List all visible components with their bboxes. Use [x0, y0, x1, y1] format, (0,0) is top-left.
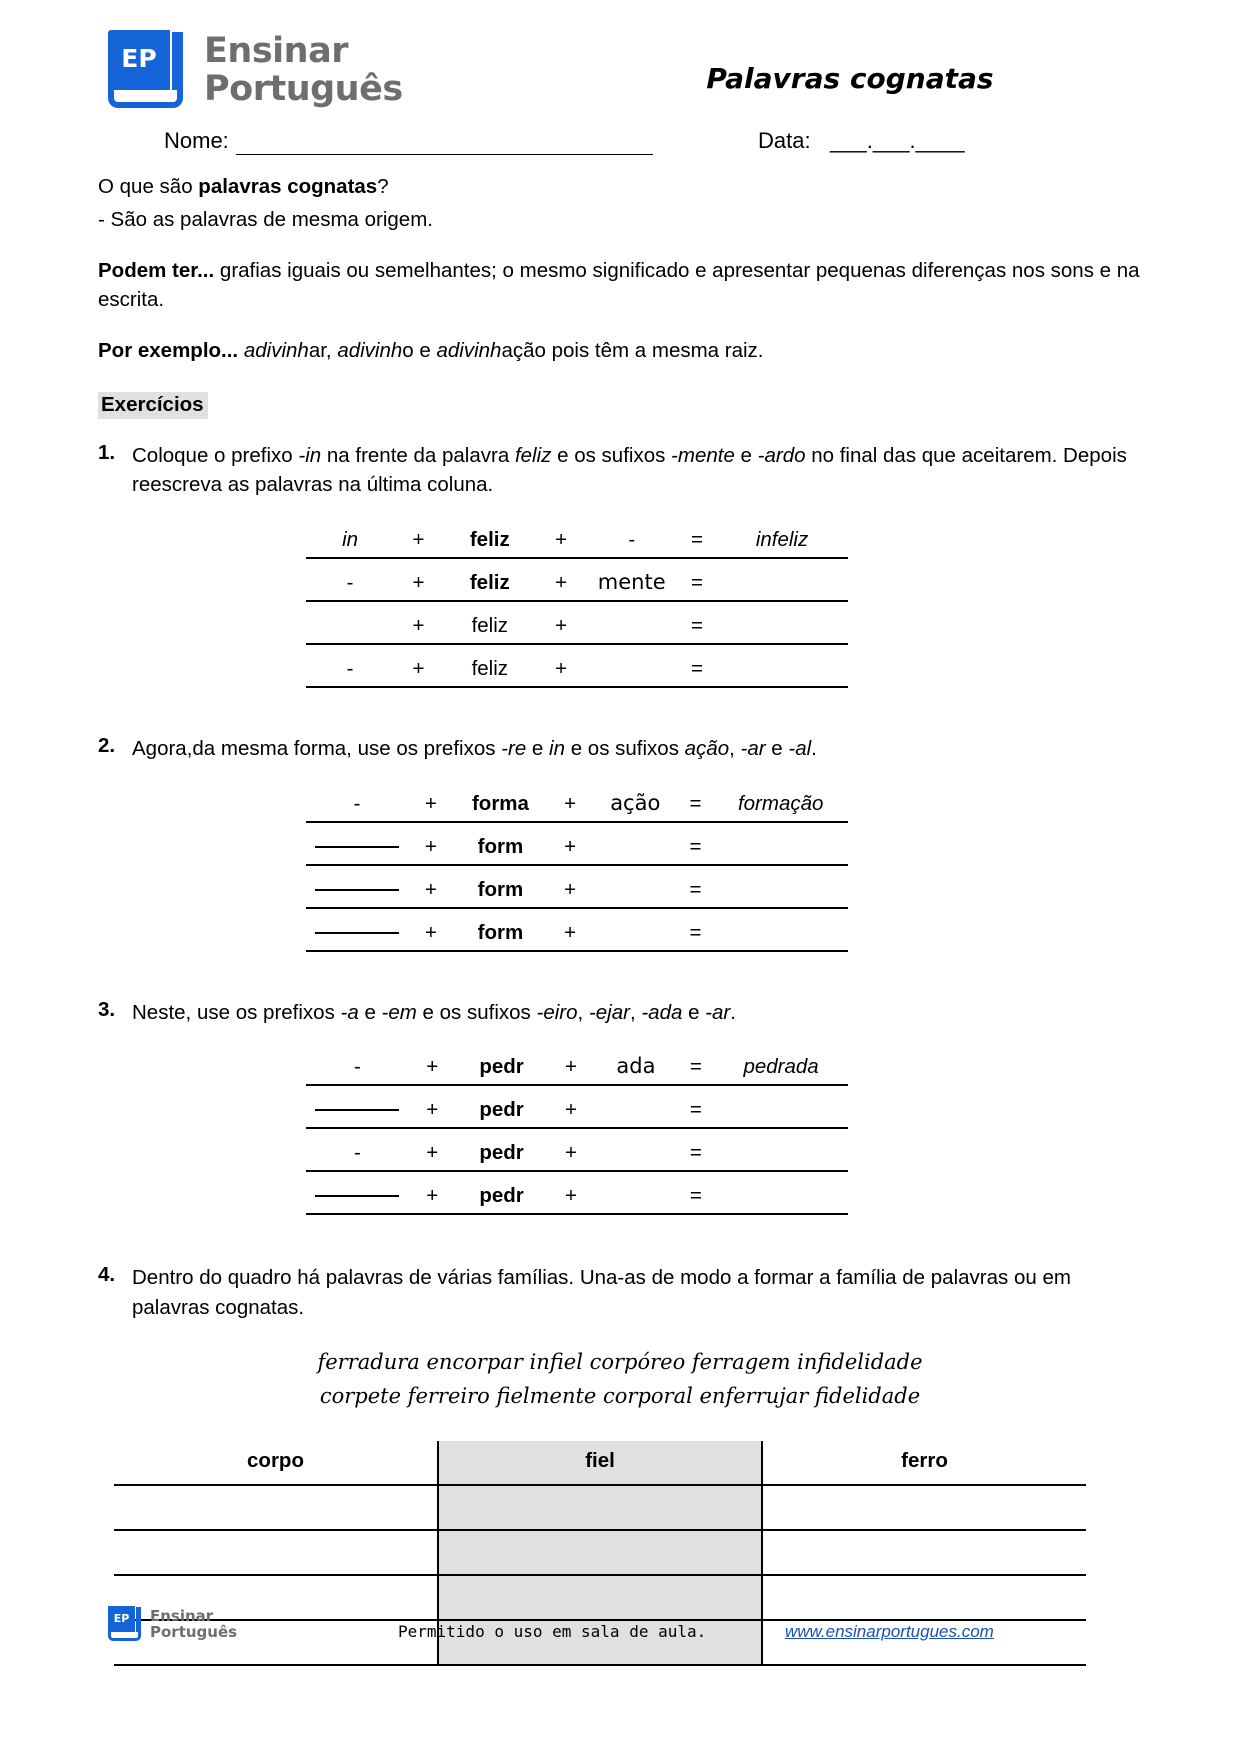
exercise-4-instruction: Dentro do quadro há palavras de várias famílias. Una-as de modo a formar a família de palavras ou em palavras cognatas.: [132, 1266, 1071, 1320]
suffix-cell[interactable]: [593, 822, 678, 865]
root-cell[interactable]: [454, 780, 548, 822]
exercise-3-number: 3.: [98, 997, 116, 1021]
exercise-3-table-body: [306, 1043, 848, 1214]
answer-cell[interactable]: [114, 1485, 438, 1530]
equals-operator-text: =: [689, 1141, 702, 1165]
suffix-cell[interactable]: [585, 644, 678, 687]
intro-q-tail: ?: [377, 175, 389, 198]
equals-operator-text: =: [689, 1184, 702, 1208]
intro-q-lead: O que são: [98, 175, 199, 198]
exercise-2-table-body: [306, 780, 848, 951]
prefix-cell-text: -: [353, 791, 361, 815]
prefix-cell[interactable]: [306, 558, 394, 601]
plus-operator[interactable]: [408, 865, 453, 908]
prefix-cell[interactable]: [306, 1043, 409, 1085]
root-cell[interactable]: [443, 516, 537, 558]
result-cell[interactable]: [714, 1128, 848, 1171]
table-row[interactable]: [114, 1485, 1086, 1530]
formula-row[interactable]: [306, 1085, 848, 1128]
page-footer: [0, 1600, 1240, 1680]
write-in-blank[interactable]: [315, 1108, 399, 1111]
plus-operator-2-text: +: [555, 570, 568, 594]
result-cell[interactable]: [716, 644, 848, 687]
root-cell[interactable]: [454, 865, 548, 908]
prefix-cell[interactable]: [306, 780, 408, 822]
equals-operator[interactable]: [678, 908, 714, 951]
plus-operator-2-text: +: [555, 613, 568, 637]
page-title: Palavras cognatas: [706, 62, 994, 95]
prefix-cell[interactable]: [306, 1085, 409, 1128]
result-cell[interactable]: [713, 908, 848, 951]
column-header-corpo: corpo: [114, 1441, 438, 1485]
plus-operator[interactable]: [394, 644, 443, 687]
prefix-cell[interactable]: [306, 908, 408, 951]
plus-operator-2[interactable]: [537, 516, 586, 558]
plus-operator-text: +: [426, 1184, 439, 1208]
plus-operator-text: +: [412, 570, 425, 594]
plus-operator-2-text: +: [555, 656, 568, 680]
plus-operator-text: +: [426, 1098, 439, 1122]
footer-logo-initials: EP: [113, 1612, 130, 1625]
suffix-cell[interactable]: [593, 780, 678, 822]
equals-operator[interactable]: [678, 558, 716, 601]
root-cell-text: pedr: [479, 1184, 524, 1208]
root-cell-text: forma: [471, 791, 529, 815]
brand-name: [204, 33, 403, 109]
table-header-row: [114, 1441, 1086, 1485]
equals-operator[interactable]: [678, 601, 716, 644]
word-bank-line-2: corpete ferreiro fielmente corporal enferrujar fidelidade: [319, 1383, 921, 1408]
prefix-cell[interactable]: [306, 1128, 409, 1171]
root-cell[interactable]: [454, 822, 548, 865]
exercise-2-instruction: Agora,da mesma forma, use os prefixos -re e in e os sufixos ação, -ar e -al.: [132, 736, 817, 760]
plus-operator-text: +: [412, 527, 425, 551]
column-header-fiel: fiel: [438, 1441, 762, 1485]
write-in-blank[interactable]: [315, 888, 399, 891]
plus-operator-2[interactable]: [547, 822, 592, 865]
result-cell-text: formação: [737, 791, 824, 815]
equals-operator-text: =: [691, 656, 704, 680]
formula-row[interactable]: [306, 516, 848, 558]
word-bank-line-1: ferradura encorpar infiel corpóreo ferragem infidelidade: [317, 1349, 923, 1374]
plus-operator-2[interactable]: [548, 1171, 595, 1214]
intro-question: [98, 172, 1142, 201]
suffix-cell-text: -: [628, 527, 636, 551]
equals-operator[interactable]: [678, 644, 716, 687]
plus-operator-2-text: +: [564, 1141, 577, 1165]
plus-operator-2[interactable]: [548, 1128, 595, 1171]
root-cell-text: pedr: [479, 1141, 524, 1165]
root-cell[interactable]: [443, 601, 537, 644]
exemplo-root-2: adivinh: [337, 339, 403, 363]
footer-permission-note: Permitido o uso em sala de aula.: [398, 1622, 707, 1641]
footer-brand-line-1: Ensinar: [150, 1606, 214, 1625]
equals-operator[interactable]: [678, 780, 714, 822]
equals-operator-text: =: [689, 834, 702, 858]
podem-ter-label: Podem ter...: [98, 259, 215, 283]
footer-website-link[interactable]: www.ensinarportugues.com: [785, 1622, 994, 1641]
root-cell[interactable]: [456, 1128, 548, 1171]
write-in-blank[interactable]: [315, 931, 399, 934]
equals-operator[interactable]: [678, 516, 716, 558]
plus-operator-2[interactable]: [548, 1043, 595, 1085]
plus-operator-2-text: +: [564, 1098, 577, 1122]
equals-operator-text: =: [689, 791, 702, 815]
footer-logo: [108, 1606, 237, 1642]
prefix-cell-text: -: [346, 656, 354, 680]
prefix-cell[interactable]: [306, 822, 408, 865]
brand-line-1: Ensinar: [204, 31, 348, 72]
logo-initials: EP: [121, 44, 157, 73]
equals-operator[interactable]: [678, 865, 714, 908]
exercise-1-instruction: Coloque o prefixo -in na frente da palavra feliz e os sufixos -mente e -ardo no final das que aceitarem. Depois reescreva as palavras na última coluna.: [132, 443, 1127, 497]
write-in-blank[interactable]: [315, 845, 399, 848]
root-cell-text: feliz: [471, 613, 509, 637]
exemplo-suffix-1: ar,: [308, 339, 338, 363]
worksheet-content: [98, 172, 1142, 1666]
plus-operator-2[interactable]: [537, 558, 586, 601]
equals-operator[interactable]: [678, 1171, 715, 1214]
exercise-3-table[interactable]: [306, 1043, 848, 1215]
exercise-2-number: 2.: [98, 733, 116, 757]
formula-row[interactable]: [306, 558, 848, 601]
result-cell[interactable]: [713, 780, 848, 822]
formula-row[interactable]: [306, 822, 848, 865]
result-cell[interactable]: [714, 1043, 848, 1085]
root-cell[interactable]: [443, 558, 537, 601]
book-icon: [108, 30, 186, 112]
name-date-row: [108, 128, 1138, 164]
suffix-cell[interactable]: [585, 558, 678, 601]
plus-operator-2-text: +: [564, 1184, 577, 1208]
page-header: [0, 0, 1240, 140]
formula-row[interactable]: [306, 1128, 848, 1171]
formula-row[interactable]: [306, 1171, 848, 1214]
plus-operator-2[interactable]: [537, 644, 586, 687]
prefix-cell[interactable]: [306, 601, 394, 644]
equals-operator[interactable]: [678, 1128, 715, 1171]
suffix-cell[interactable]: [594, 1085, 677, 1128]
result-cell[interactable]: [716, 601, 848, 644]
footer-book-icon: [108, 1606, 142, 1642]
result-cell[interactable]: [716, 516, 848, 558]
result-cell-text: pedrada: [743, 1055, 819, 1079]
plus-operator-2[interactable]: [548, 1085, 595, 1128]
equals-operator-text: =: [689, 920, 702, 944]
formula-row[interactable]: [306, 1043, 848, 1085]
exercicios-heading: Exercícios: [98, 392, 208, 419]
prefix-cell-text: -: [346, 570, 354, 594]
root-cell-text: form: [477, 877, 524, 901]
plus-operator-2[interactable]: [547, 908, 592, 951]
date-label: Data:: [758, 128, 811, 153]
root-cell-text: form: [477, 920, 524, 944]
brand-line-2: Português: [204, 69, 403, 109]
equals-operator-text: =: [691, 527, 704, 551]
result-cell[interactable]: [714, 1085, 848, 1128]
plus-operator-2-text: +: [564, 791, 577, 815]
equals-operator-text: =: [691, 570, 704, 594]
table-row[interactable]: [114, 1530, 1086, 1575]
suffix-cell[interactable]: [593, 865, 678, 908]
column-header-ferro: ferro: [762, 1441, 1086, 1485]
name-label: Nome:: [164, 128, 229, 153]
result-cell[interactable]: [716, 558, 848, 601]
plus-operator-text: +: [426, 1141, 439, 1165]
intro-q-bold: palavras cognatas: [198, 175, 378, 198]
prefix-cell-text: in: [342, 527, 359, 551]
exercise-1-table-body: [306, 516, 848, 687]
formula-row[interactable]: [306, 601, 848, 644]
plus-operator-text: +: [424, 791, 437, 815]
equals-operator-text: =: [689, 877, 702, 901]
plus-operator-2[interactable]: [547, 865, 592, 908]
formula-row[interactable]: [306, 908, 848, 951]
plus-operator[interactable]: [409, 1085, 456, 1128]
answer-cell[interactable]: [762, 1530, 1086, 1575]
plus-operator[interactable]: [394, 516, 443, 558]
intro-answer: - São as palavras de mesma origem.: [98, 208, 433, 232]
plus-operator-2[interactable]: [537, 601, 586, 644]
answer-cell[interactable]: [438, 1530, 762, 1575]
formula-row[interactable]: [306, 780, 848, 822]
suffix-cell-text: ação: [610, 790, 661, 815]
equals-operator[interactable]: [678, 822, 714, 865]
equals-operator[interactable]: [678, 1085, 715, 1128]
result-cell[interactable]: [713, 822, 848, 865]
formula-row[interactable]: [306, 644, 848, 687]
equals-operator-text: =: [691, 613, 704, 637]
exercise-1-table[interactable]: [306, 516, 848, 688]
exercise-2-table[interactable]: [306, 780, 848, 952]
prefix-cell[interactable]: [306, 1171, 409, 1214]
answer-cell[interactable]: [114, 1530, 438, 1575]
root-cell[interactable]: [456, 1171, 548, 1214]
suffix-cell[interactable]: [585, 601, 678, 644]
word-bank: [98, 1345, 1142, 1413]
root-cell[interactable]: [456, 1085, 548, 1128]
prefix-cell[interactable]: [306, 516, 394, 558]
root-cell-text: pedr: [479, 1098, 524, 1122]
suffix-cell-text: ada: [616, 1054, 656, 1079]
answer-cell[interactable]: [762, 1485, 1086, 1530]
exercise-3-instruction: Neste, use os prefixos -a e -em e os sufixos -eiro, -ejar, -ada e -ar.: [132, 1000, 736, 1024]
plus-operator[interactable]: [408, 822, 453, 865]
plus-operator-2[interactable]: [547, 780, 592, 822]
exercise-4-number: 4.: [98, 1263, 116, 1287]
exemplo-suffix-3: ação pois têm a mesma raiz.: [501, 339, 764, 363]
suffix-cell[interactable]: [594, 1128, 677, 1171]
brand-logo: [108, 30, 403, 112]
plus-operator[interactable]: [394, 601, 443, 644]
exercicios-heading-wrap: [98, 392, 1142, 419]
podem-ter-text: grafias iguais ou semelhantes; o mesmo significado e apresentar pequenas diferenças nos sons e na escrita.: [98, 259, 1140, 312]
plus-operator-2-text: +: [555, 527, 568, 551]
plus-operator-text: +: [424, 877, 437, 901]
root-cell[interactable]: [456, 1043, 548, 1085]
suffix-cell[interactable]: [594, 1171, 677, 1214]
exemplo-root-1: adivinh: [243, 339, 309, 363]
prefix-cell-text: -: [354, 1055, 361, 1079]
prefix-cell-text: -: [354, 1141, 361, 1165]
word-family-table-head: [114, 1441, 1086, 1485]
answer-cell[interactable]: [438, 1485, 762, 1530]
plus-operator-2-text: +: [564, 1055, 577, 1079]
result-cell[interactable]: [714, 1171, 848, 1214]
suffix-cell[interactable]: [585, 516, 678, 558]
root-cell[interactable]: [443, 644, 537, 687]
equals-operator[interactable]: [678, 1043, 715, 1085]
plus-operator-text: +: [412, 656, 425, 680]
equals-operator-text: =: [689, 1098, 702, 1122]
exemplo-root-3: adivinh: [436, 339, 502, 363]
date-input-slots[interactable]: ___.___.____: [830, 128, 965, 153]
equals-operator-text: =: [689, 1055, 702, 1079]
exercise-3: [98, 998, 1142, 1216]
plus-operator[interactable]: [409, 1128, 456, 1171]
suffix-cell[interactable]: [594, 1043, 677, 1085]
plus-operator[interactable]: [408, 908, 453, 951]
exercise-2: [98, 734, 1142, 952]
root-cell-text: form: [477, 834, 524, 858]
plus-operator[interactable]: [409, 1171, 456, 1214]
footer-brand-name: [150, 1608, 237, 1640]
exercise-1: [98, 441, 1142, 688]
exemplo-suffix-2: o e: [402, 339, 437, 363]
plus-operator-2-text: +: [564, 834, 577, 858]
por-exemplo-paragraph: [98, 336, 1142, 365]
exercise-1-number: 1.: [98, 440, 116, 464]
plus-operator-text: +: [424, 920, 437, 944]
plus-operator-text: +: [426, 1055, 439, 1079]
plus-operator-2-text: +: [564, 877, 577, 901]
root-cell-text: feliz: [471, 656, 509, 680]
root-cell[interactable]: [454, 908, 548, 951]
write-in-blank[interactable]: [315, 1194, 399, 1197]
prefix-cell[interactable]: [306, 644, 394, 687]
footer-brand-line-2: Português: [150, 1623, 238, 1641]
formula-row[interactable]: [306, 865, 848, 908]
plus-operator[interactable]: [409, 1043, 456, 1085]
root-cell-text: feliz: [469, 527, 510, 551]
result-cell-text: infeliz: [755, 527, 809, 551]
name-input-line[interactable]: [236, 154, 653, 155]
root-cell-text: pedr: [479, 1055, 524, 1079]
suffix-cell-text: mente: [597, 569, 666, 594]
plus-operator-2-text: +: [564, 920, 577, 944]
suffix-cell[interactable]: [593, 908, 678, 951]
plus-operator-text: +: [424, 834, 437, 858]
prefix-cell[interactable]: [306, 865, 408, 908]
result-cell[interactable]: [713, 865, 848, 908]
plus-operator[interactable]: [394, 558, 443, 601]
por-exemplo-label: Por exemplo...: [98, 339, 239, 363]
podem-ter-paragraph: [98, 256, 1142, 314]
plus-operator[interactable]: [408, 780, 453, 822]
root-cell-text: feliz: [469, 570, 510, 594]
plus-operator-text: +: [412, 613, 425, 637]
